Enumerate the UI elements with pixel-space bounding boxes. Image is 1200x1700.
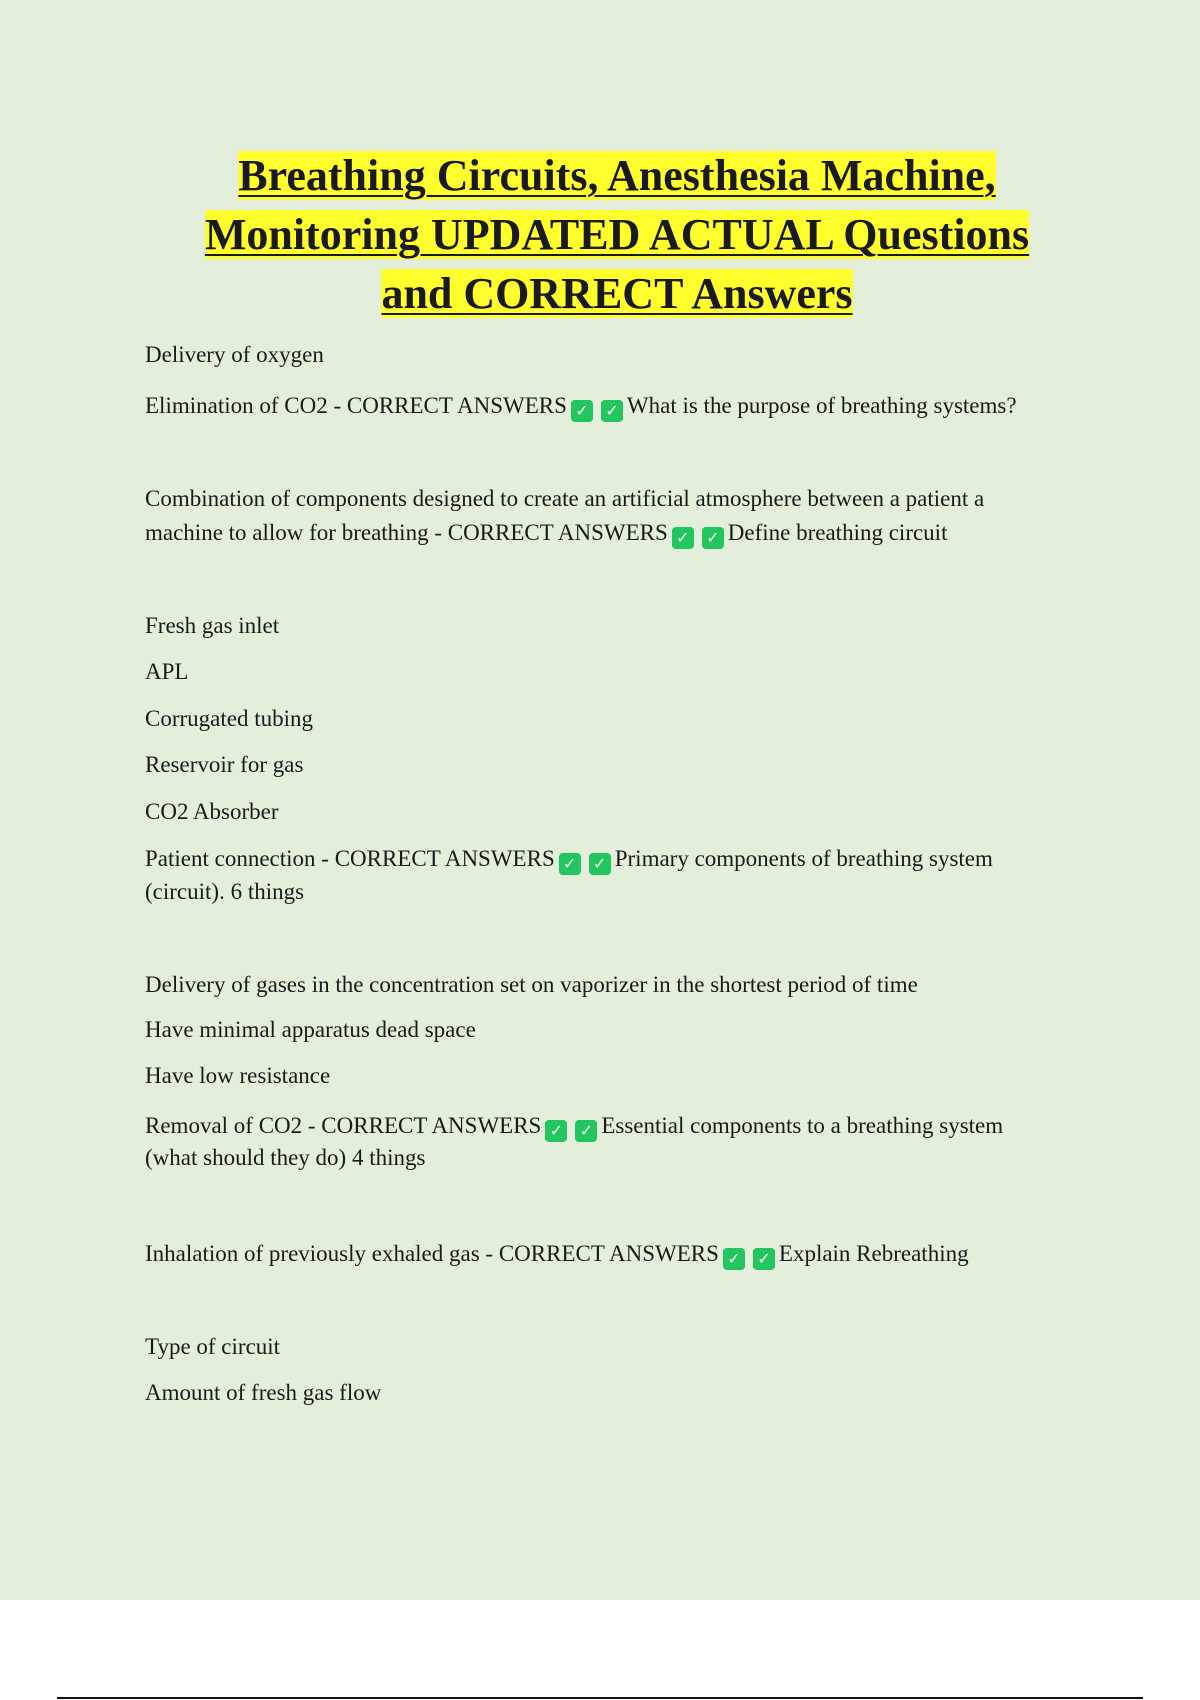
footer-divider [57, 1697, 1143, 1699]
question-text: Explain Rebreathing [778, 1241, 969, 1266]
question-text: What is the purpose of breathing systems? [626, 393, 1017, 418]
text-line: Type of circuit [145, 1334, 281, 1359]
answer-text: Patient connection - CORRECT ANSWERS [145, 846, 555, 871]
question-text: Essential components to a breathing system [601, 1113, 1004, 1138]
text-line: CO2 Absorber [145, 799, 279, 824]
check-box-icon: ✓ [723, 1248, 745, 1270]
qa-line [145, 1238, 969, 1270]
question-text: Define breathing circuit [727, 520, 948, 545]
qa-line [145, 390, 1017, 422]
text-line: Delivery of gases in the concentration set on vaporizer in the shortest period of time [145, 972, 918, 997]
text-line: (what should they do) 4 things [145, 1145, 426, 1170]
check-box-icon: ✓ [545, 1120, 567, 1142]
qa-line [145, 1110, 1003, 1142]
title-line-1: Breathing Circuits, Anesthesia Machine, [238, 151, 996, 200]
text-line: Fresh gas inlet [145, 613, 280, 638]
check-box-icon: ✓ [589, 853, 611, 875]
text-line: Combination of components designed to create an artificial atmosphere between a patient a [145, 486, 985, 511]
qa-line [145, 517, 947, 549]
text-line: Corrugated tubing [145, 706, 313, 731]
text-line: Amount of fresh gas flow [145, 1380, 382, 1405]
answer-text: Inhalation of previously exhaled gas - CORRECT ANSWERS [145, 1241, 719, 1266]
check-box-icon: ✓ [753, 1248, 775, 1270]
check-box-icon: ✓ [702, 527, 724, 549]
text-line: Have low resistance [145, 1063, 331, 1088]
check-box-icon: ✓ [575, 1120, 597, 1142]
text-line: Have minimal apparatus dead space [145, 1017, 476, 1042]
text-line: APL [145, 659, 189, 684]
title-line-2: Monitoring UPDATED ACTUAL Questions [204, 210, 1030, 259]
answer-text: Removal of CO2 - CORRECT ANSWERS [145, 1113, 542, 1138]
answer-text: Elimination of CO2 - CORRECT ANSWERS [145, 393, 567, 418]
title-line-3: and CORRECT Answers [381, 269, 853, 318]
qa-line [145, 843, 993, 875]
check-box-icon: ✓ [559, 853, 581, 875]
document-title [60, 146, 1174, 323]
question-text: Primary components of breathing system [614, 846, 993, 871]
check-box-icon: ✓ [672, 527, 694, 549]
answer-text: machine to allow for breathing - CORRECT ANSWERS [145, 520, 668, 545]
check-box-icon: ✓ [601, 400, 623, 422]
check-box-icon: ✓ [571, 400, 593, 422]
text-line: Delivery of oxygen [145, 342, 324, 367]
text-line: (circuit). 6 things [145, 879, 305, 904]
text-line: Reservoir for gas [145, 752, 304, 777]
